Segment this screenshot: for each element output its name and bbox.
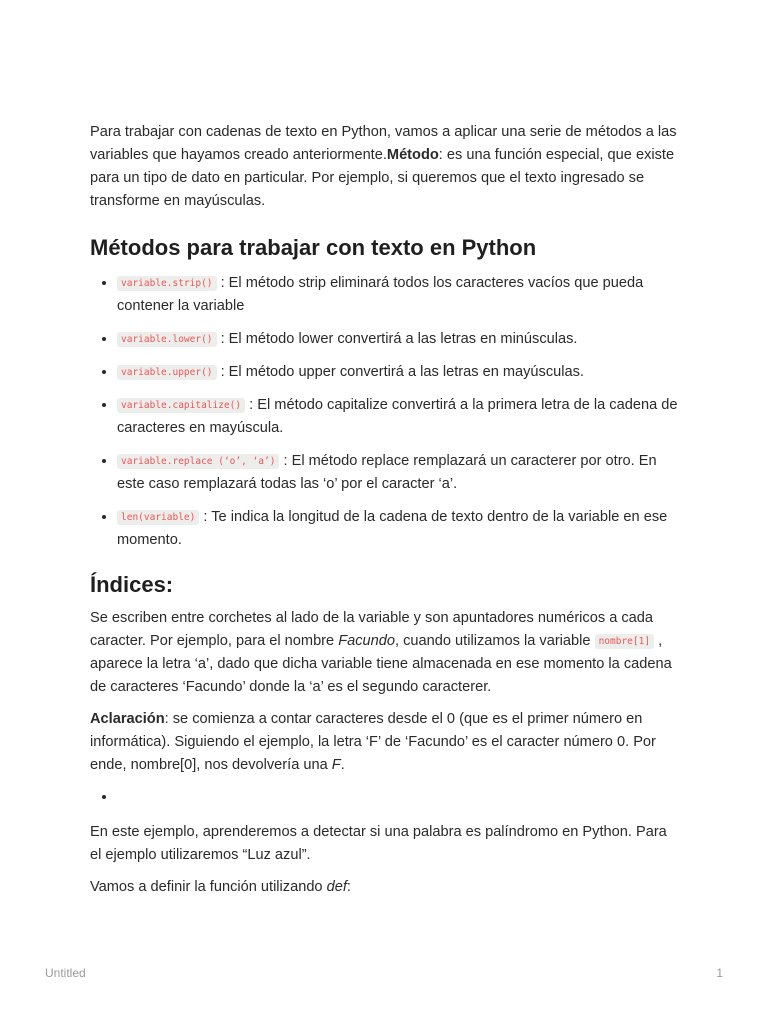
aclaracion-bold-term: Aclaración xyxy=(90,711,165,727)
aclaracion-text: . xyxy=(340,757,345,773)
palindrome-paragraph: En este ejemplo, aprenderemos a detectar si una palabra es palíndromo en Python. Para el ejemplo utilizaremos “Luz azul”. xyxy=(90,824,667,863)
def-paragraph xyxy=(90,876,682,899)
def-text: : xyxy=(346,879,351,895)
empty-list-item xyxy=(117,786,682,809)
list-item xyxy=(117,506,682,552)
intro-bold-term: Método xyxy=(386,147,439,163)
def-italic: def xyxy=(326,879,347,895)
footer-title: Untitled xyxy=(45,966,86,980)
page-number: 1 xyxy=(716,966,723,980)
inline-code: variable.capitalize() xyxy=(117,398,245,413)
intro-paragraph xyxy=(90,121,682,213)
indices-heading: Índices: xyxy=(90,572,174,597)
def-text: Vamos a definir la función utilizando xyxy=(90,879,327,895)
inline-code: variable.replace (‘o’, ‘a’) xyxy=(117,454,279,469)
indices-italic-name: Facundo xyxy=(338,633,396,649)
list-item-text: : El método strip eliminará todos los caracteres vacíos que pueda contener la variable xyxy=(117,275,644,314)
page-footer xyxy=(45,966,723,980)
inline-code: nombre[1] xyxy=(595,634,654,649)
aclaracion-paragraph xyxy=(90,708,682,777)
inline-code: len(variable) xyxy=(117,510,199,525)
list-item xyxy=(117,394,682,440)
list-item-text: : El método capitalize convertirá a la primera letra de la cadena de caracteres en mayúscula. xyxy=(117,397,678,436)
list-item xyxy=(117,450,682,496)
inline-code: variable.lower() xyxy=(117,332,217,347)
inline-code: variable.upper() xyxy=(117,365,217,380)
indices-text: , cuando utilizamos la variable xyxy=(395,633,595,649)
methods-list xyxy=(90,272,682,552)
inline-code: variable.strip() xyxy=(117,276,217,291)
empty-list xyxy=(90,786,682,809)
list-item xyxy=(117,361,682,384)
indices-paragraph xyxy=(90,607,682,699)
document-body xyxy=(90,121,682,908)
list-item-text: : El método upper convertirá a las letras en mayúsculas. xyxy=(216,364,584,380)
aclaracion-italic: F xyxy=(331,757,341,773)
list-item xyxy=(117,272,682,318)
list-item-text: : Te indica la longitud de la cadena de texto dentro de la variable en ese momento. xyxy=(117,509,668,548)
list-item-text: : El método replace remplazará un caracterer por otro. En este caso remplazará todas las ‘o’ por el caracter ‘a’. xyxy=(117,453,657,492)
methods-heading: Métodos para trabajar con texto en Python xyxy=(90,235,537,260)
list-item xyxy=(117,328,682,351)
intro-text-continued: : es una función especial, que existe para un tipo de dato en particular. Por ejemplo, si queremos que el texto ingresado se transforme en mayúsculas. xyxy=(90,147,675,209)
intro-text: Para trabajar con cadenas de texto en Python, vamos a aplicar una serie de métodos a las variables que hayamos creado anteriormente. xyxy=(90,124,677,163)
indices-text: Se escriben entre corchetes al lado de la variable y son apuntadores numéricos a cada caracter. Por ejemplo, para el nombre xyxy=(90,610,654,649)
indices-text: , aparece la letra ‘a’, dado que dicha variable tiene almacenada en ese momento la cadena de caracteres ‘Facundo’ donde la ‘a’ es el segundo caracterer. xyxy=(90,633,672,695)
list-item-text: : El método lower convertirá a las letras en minúsculas. xyxy=(216,331,578,347)
aclaracion-text: : se comienza a contar caracteres desde el 0 (que es el primer número en informática). Siguiendo el ejemplo, la letra ‘F’ de ‘Facundo’ es el caracter número 0. Por ende, nombre[0], nos devolvería una xyxy=(90,711,656,773)
